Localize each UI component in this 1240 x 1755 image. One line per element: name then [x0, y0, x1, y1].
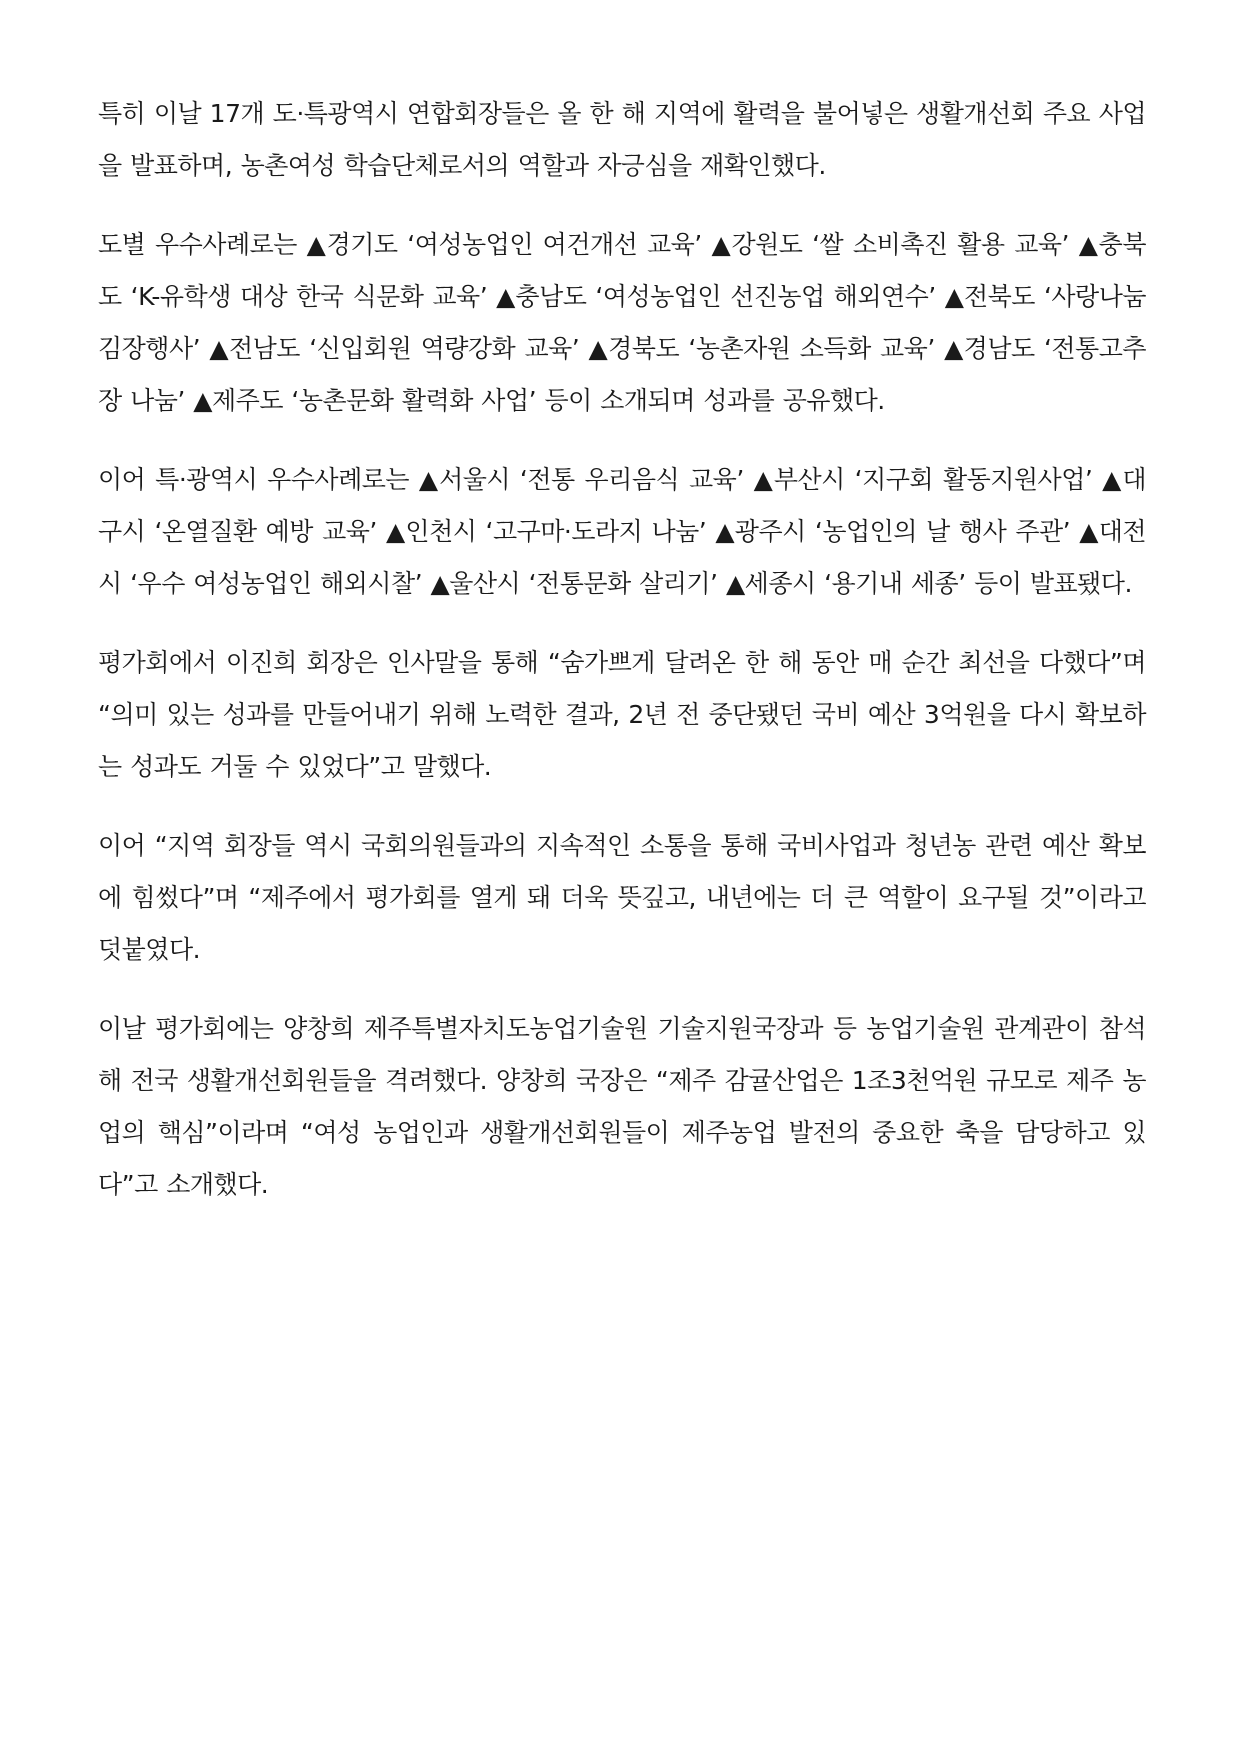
paragraph-jeju-director-remarks: 이날 평가회에는 양창희 제주특별자치도농업기술원 기술지원국장과 등 농업기술원 관계관이 참석해 전국 생활개선회원들을 격려했다. 양창희 국장은 “제주 감귤산업은 1조3천억원 규모로 제주 농업의 핵심”이라며 “여성 농업인과 생활개선회원들이 제주농업 발전의 중요한 축을 담당하고 있다”고 소개했다. [98, 1014, 1146, 1199]
paragraph-metropolitan-cases: 이어 특·광역시 우수사례로는 ▲서울시 ‘전통 우리음식 교육’ ▲부산시 ‘지구회 활동지원사업’ ▲대구시 ‘온열질환 예방 교육’ ▲인천시 ‘고구마·도라지 나눔’ ▲광주시 ‘농업인의 날 행사 주관’ ▲대전시 ‘우수 여성농업인 해외시찰’ ▲울산시 ‘전통문화 살리기’ ▲세종시 ‘용기내 세종’ 등이 발표됐다. [98, 465, 1146, 598]
paragraph-provincial-cases: 도별 우수사례로는 ▲경기도 ‘여성농업인 여건개선 교육’ ▲강원도 ‘쌀 소비촉진 활용 교육’ ▲충북도 ‘K-유학생 대상 한국 식문화 교육’ ▲충남도 ‘여성농업인 선진농업 해외연수’ ▲전북도 ‘사랑나눔 김장행사’ ▲전남도 ‘신입회원 역량강화 교육’ ▲경북도 ‘농촌자원 소득화 교육’ ▲경남도 ‘전통고추장 나눔’ ▲제주도 ‘농촌문화 활력화 사업’ 등이 소개되며 성과를 공유했다. [98, 230, 1146, 415]
paragraph-president-remarks-continued: 이어 “지역 회장들 역시 국회의원들과의 지속적인 소통을 통해 국비사업과 청년농 관련 예산 확보에 힘썼다”며 “제주에서 평가회를 열게 돼 더욱 뜻깊고, 내년에는 더 큰 역할이 요구될 것”이라고 덧붙였다. [98, 831, 1146, 964]
paragraph-president-remarks: 평가회에서 이진희 회장은 인사말을 통해 “숨가쁘게 달려온 한 해 동안 매 순간 최선을 다했다”며 “의미 있는 성과를 만들어내기 위해 노력한 결과, 2년 전 중단됐던 국비 예산 3억원을 다시 확보하는 성과도 거둘 수 있었다”고 말했다. [98, 648, 1146, 781]
article-body [98, 88, 1146, 1238]
paragraph-regional-leaders: 특히 이날 17개 도·특광역시 연합회장들은 올 한 해 지역에 활력을 불어넣은 생활개선회 주요 사업을 발표하며, 농촌여성 학습단체로서의 역할과 자긍심을 재확인했다. [98, 99, 1146, 180]
